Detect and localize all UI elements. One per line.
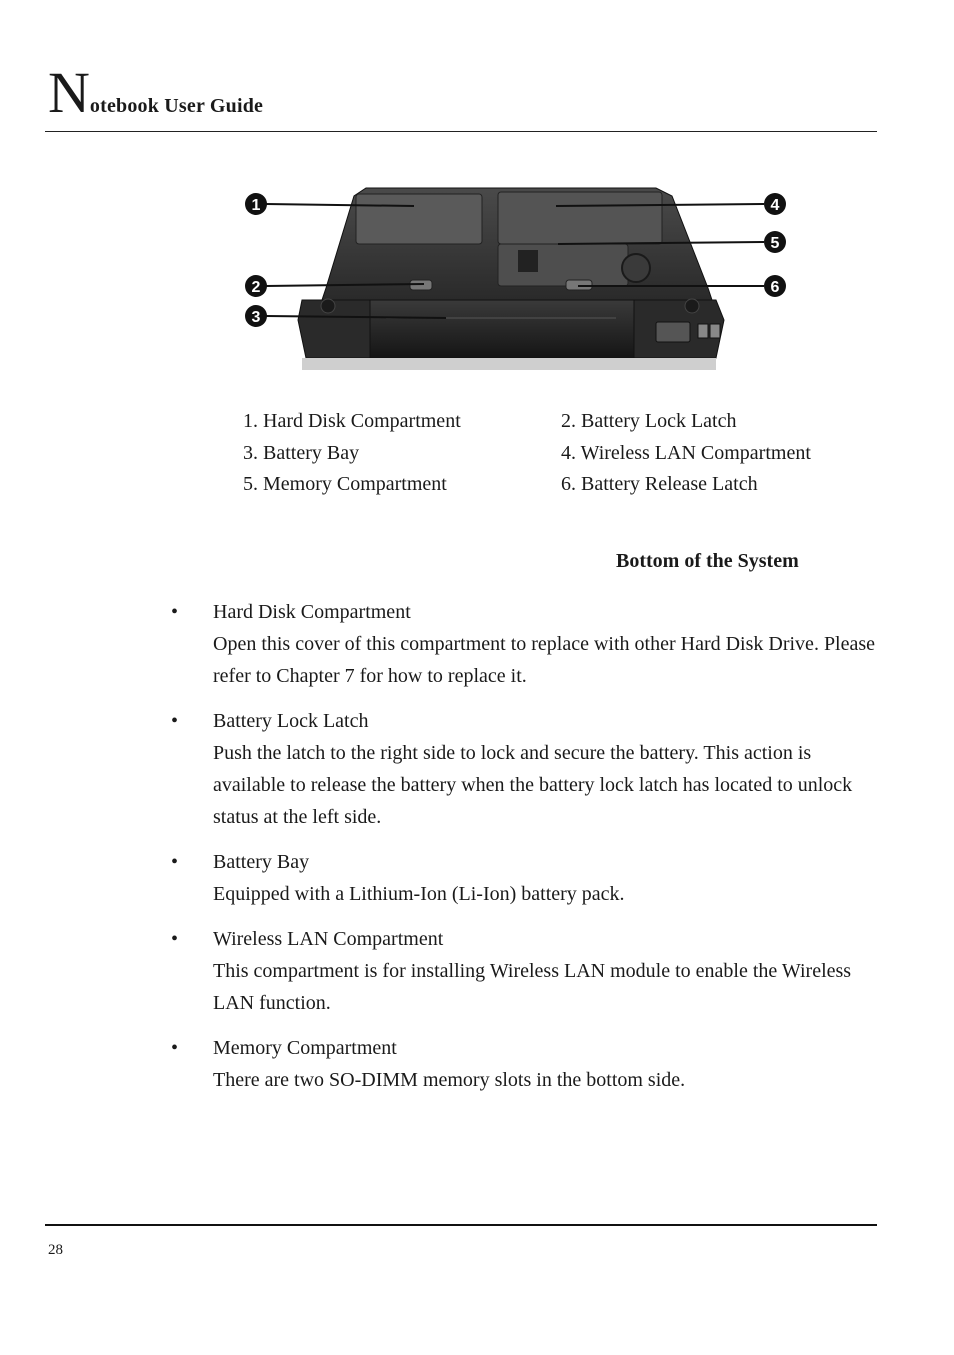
legend-item-4: 4. Wireless LAN Compartment bbox=[561, 442, 811, 464]
item-description: Equipped with a Lithium-Ion (Li-Ion) battery pack. bbox=[213, 883, 625, 905]
item-description: Open this cover of this compartment to replace with other Hard Disk Drive. Please refer to Chapter 7 for how to replace it. bbox=[213, 633, 876, 687]
usb-port bbox=[710, 324, 720, 338]
bullet: • bbox=[171, 928, 179, 950]
item-description: Push the latch to the right side to lock and secure the battery. This action is available to release the battery when the battery lock latch has located to unlock status at the left side. bbox=[213, 742, 853, 828]
figure-caption: Bottom of the System bbox=[616, 550, 799, 572]
wireless-lan-compartment bbox=[498, 192, 662, 244]
item-name: Battery Bay bbox=[213, 851, 310, 873]
marker-label: 1 bbox=[251, 197, 261, 214]
item-description: This compartment is for installing Wireless LAN module to enable the Wireless LAN function. bbox=[213, 960, 852, 1014]
memory-compartment bbox=[498, 244, 628, 286]
marker-3 bbox=[245, 305, 267, 327]
legend-item-6: 6. Battery Release Latch bbox=[561, 473, 758, 495]
marker-label: 4 bbox=[770, 197, 780, 214]
marker-label: 6 bbox=[770, 279, 780, 296]
bullet: • bbox=[171, 851, 179, 873]
hard-disk-compartment bbox=[356, 194, 482, 244]
list-item bbox=[171, 923, 878, 1019]
list-item bbox=[171, 705, 878, 833]
marker-6 bbox=[764, 275, 786, 297]
list-item bbox=[171, 596, 878, 692]
page-header bbox=[48, 60, 877, 132]
component-list bbox=[171, 596, 878, 1109]
item-description: There are two SO-DIMM memory slots in the bottom side. bbox=[213, 1069, 686, 1091]
item-name: Memory Compartment bbox=[213, 1037, 397, 1059]
marker-label: 5 bbox=[770, 235, 780, 252]
usb-port bbox=[698, 324, 708, 338]
item-name: Wireless LAN Compartment bbox=[213, 928, 444, 950]
marker-5 bbox=[764, 231, 786, 253]
marker-label: 2 bbox=[251, 279, 261, 296]
item-name: Battery Lock Latch bbox=[213, 710, 369, 732]
footer-rule bbox=[45, 1224, 877, 1226]
header-rule bbox=[45, 131, 877, 132]
list-item bbox=[171, 846, 878, 910]
speaker-circle bbox=[622, 254, 650, 282]
marker-4 bbox=[764, 193, 786, 215]
vga-port bbox=[656, 322, 690, 342]
page-header-title bbox=[48, 60, 264, 125]
header-title-rest: otebook User Guide bbox=[89, 95, 264, 117]
notebook-bottom-illustration bbox=[236, 182, 796, 374]
memory-vent bbox=[518, 250, 538, 272]
header-drop-cap: N bbox=[48, 60, 90, 125]
list-item bbox=[171, 1032, 878, 1096]
legend-item-2: 2. Battery Lock Latch bbox=[561, 410, 737, 432]
marker-2 bbox=[245, 275, 267, 297]
page-number: 28 bbox=[48, 1242, 63, 1258]
legend-item-3: 3. Battery Bay bbox=[243, 442, 360, 464]
battery-pack bbox=[370, 300, 634, 358]
bullet: • bbox=[171, 601, 179, 623]
notebook-bottom-figure bbox=[236, 182, 796, 374]
marker-label: 3 bbox=[251, 309, 261, 326]
item-name: Hard Disk Compartment bbox=[213, 601, 411, 623]
legend-item-1: 1. Hard Disk Compartment bbox=[243, 410, 461, 432]
marker-1 bbox=[245, 193, 267, 215]
bullet: • bbox=[171, 1037, 179, 1059]
bullet: • bbox=[171, 710, 179, 732]
legend-item-5: 5. Memory Compartment bbox=[243, 473, 447, 495]
